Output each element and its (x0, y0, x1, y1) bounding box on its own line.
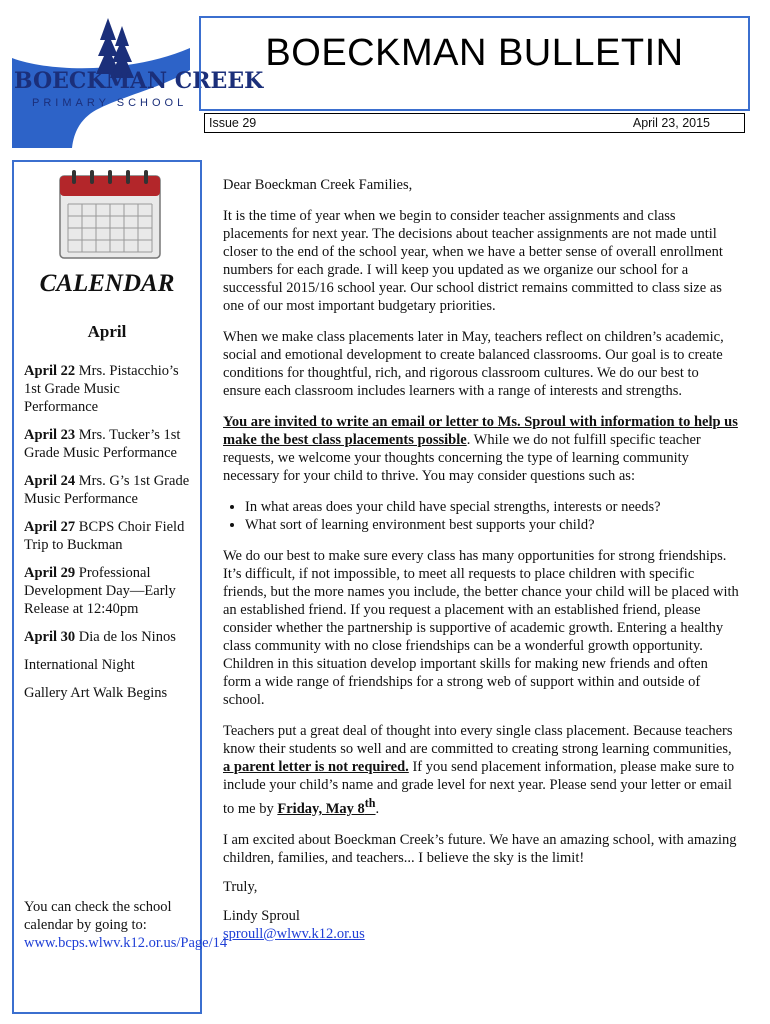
paragraph-5-end: . (375, 800, 380, 817)
paragraph-3-rest: . While we do not fulfill specific teacher requests, we welcome your thoughts concerning the type of learning community necessary for your child to thrive. You may consider questions such as: (223, 432, 701, 484)
calendar-heading: CALENDAR (39, 270, 175, 297)
event-item (24, 564, 196, 618)
event-text: Professional Development Day—Early Release at 12:40pm (24, 565, 176, 617)
calendar-link[interactable]: www.bcps.wlwv.k12.or.us/Page/14 (24, 935, 228, 951)
greeting: Dear Boeckman Creek Families, (223, 177, 413, 193)
logo-wordmark: BOECKMAN CREEK (14, 68, 264, 94)
invitation-text: You are invited to write an email or letter to Ms. Sproul with information to help us make the best class placements possible (223, 414, 738, 448)
deadline-text (277, 796, 376, 817)
question-item: • What sort of learning environment best supports your child? (245, 516, 739, 534)
event-list (24, 362, 196, 712)
calendar-note (24, 898, 228, 952)
paragraph-2: When we make class placements later in May, teachers reflect on children’s academic, social and emotional development to create balanced classrooms. Our goal is to create conditions for thoughtful, rich, and rigorous classroom cultures. We do our best to ensure each classroom includes learners with a range of interests and strengths. (223, 329, 724, 399)
calendar-sidebar (12, 160, 228, 1014)
deadline-suffix: th (364, 796, 376, 810)
event-item (24, 426, 196, 462)
calendar-note-text: You can check the school calendar by going to: (24, 899, 172, 933)
event-text: Dia de los Ninos (78, 629, 176, 645)
logo-subtitle: PRIMARY SCHOOL (32, 97, 188, 109)
event-text: International Night (24, 657, 135, 673)
question-list (223, 498, 739, 534)
paragraph-3 (223, 413, 739, 485)
calendar-icon (58, 170, 162, 260)
event-date: April 24 (24, 473, 76, 489)
event-text: Mrs. Tucker’s 1st Grade Music Performance (24, 427, 181, 461)
event-text: Mrs. Pistacchio’s 1st Grade Music Performance (24, 363, 179, 415)
not-required-text: a parent letter is not required. (223, 759, 409, 775)
signature-name: Lindy Sproul (223, 907, 300, 924)
paragraph-5 (223, 722, 739, 818)
event-date: April 30 (24, 629, 76, 645)
event-date: April 23 (24, 427, 76, 443)
signature-block (223, 831, 739, 943)
event-item (24, 362, 196, 416)
paragraph-5-a: Teachers put a great deal of thought into every single class placement. Because teachers know their students so well and are committed to creating strong learning communities, (223, 723, 733, 757)
issue-date: April 23, 2015 (632, 116, 710, 130)
masthead (199, 16, 750, 111)
event-text: Mrs. G’s 1st Grade Music Performance (24, 473, 190, 507)
closing: Truly, (223, 878, 258, 895)
deadline-date: Friday, May 8 (277, 800, 365, 817)
event-date: April 22 (24, 363, 76, 379)
event-text: BCPS Choir Field Trip to Buckman (24, 519, 185, 553)
event-date: April 29 (24, 565, 76, 581)
letter-body (223, 176, 739, 943)
event-item (24, 656, 196, 674)
paragraph-6: I am excited about Boeckman Creek’s future. We have an amazing school, with amazing children, families, and teachers... I believe the sky is the limit! (223, 831, 737, 866)
paragraph-1: It is the time of year when we begin to consider teacher assignments and class placements for next year. The decisions about teacher assignments are not made until closer to the end of the school year, when we have a better sense of overall enrollment numbers for each grade. I will keep you updated as we organize our school for a successful 2015/16 school year. Our school district remains committed to class size as one of our most important budgetary priorities. (223, 208, 723, 314)
paragraph-4: We do our best to make sure every class has many opportunities for strong friendships. It’s difficult, if not impossible, to meet all requests to place children with specific friends, but the more names you include, the better chance your child will be placed with an established friend. If you request a placement with an established friend, please consider whether the partnership is supportive of academic growth. Entering a healthy class community with no close friendships can be a wonderful growth opportunity. Children in this situation develop important skills for making new friends and often form a wide range of friendships for a strong web of support within and outside of school. (223, 548, 739, 708)
newsletter-title: BOECKMAN BULLETIN (265, 32, 684, 74)
event-date: April 27 (24, 519, 76, 535)
paragraph-5-b: If you send placement information, please make sure to include your child’s name and grade level for next year. Please send your letter or email to me by (223, 759, 735, 817)
event-item (24, 684, 196, 702)
event-item (24, 628, 196, 646)
event-text: Gallery Art Walk Begins (24, 685, 168, 701)
calendar-month: April (87, 322, 127, 341)
event-item (24, 518, 196, 554)
issue-bar (204, 113, 745, 133)
event-item (24, 472, 196, 508)
question-item: • In what areas does your child have special strengths, interests or needs? (245, 498, 739, 516)
issue-number: Issue 29 (209, 116, 257, 130)
email-link[interactable]: sproull@wlwv.k12.or.us (223, 925, 365, 942)
